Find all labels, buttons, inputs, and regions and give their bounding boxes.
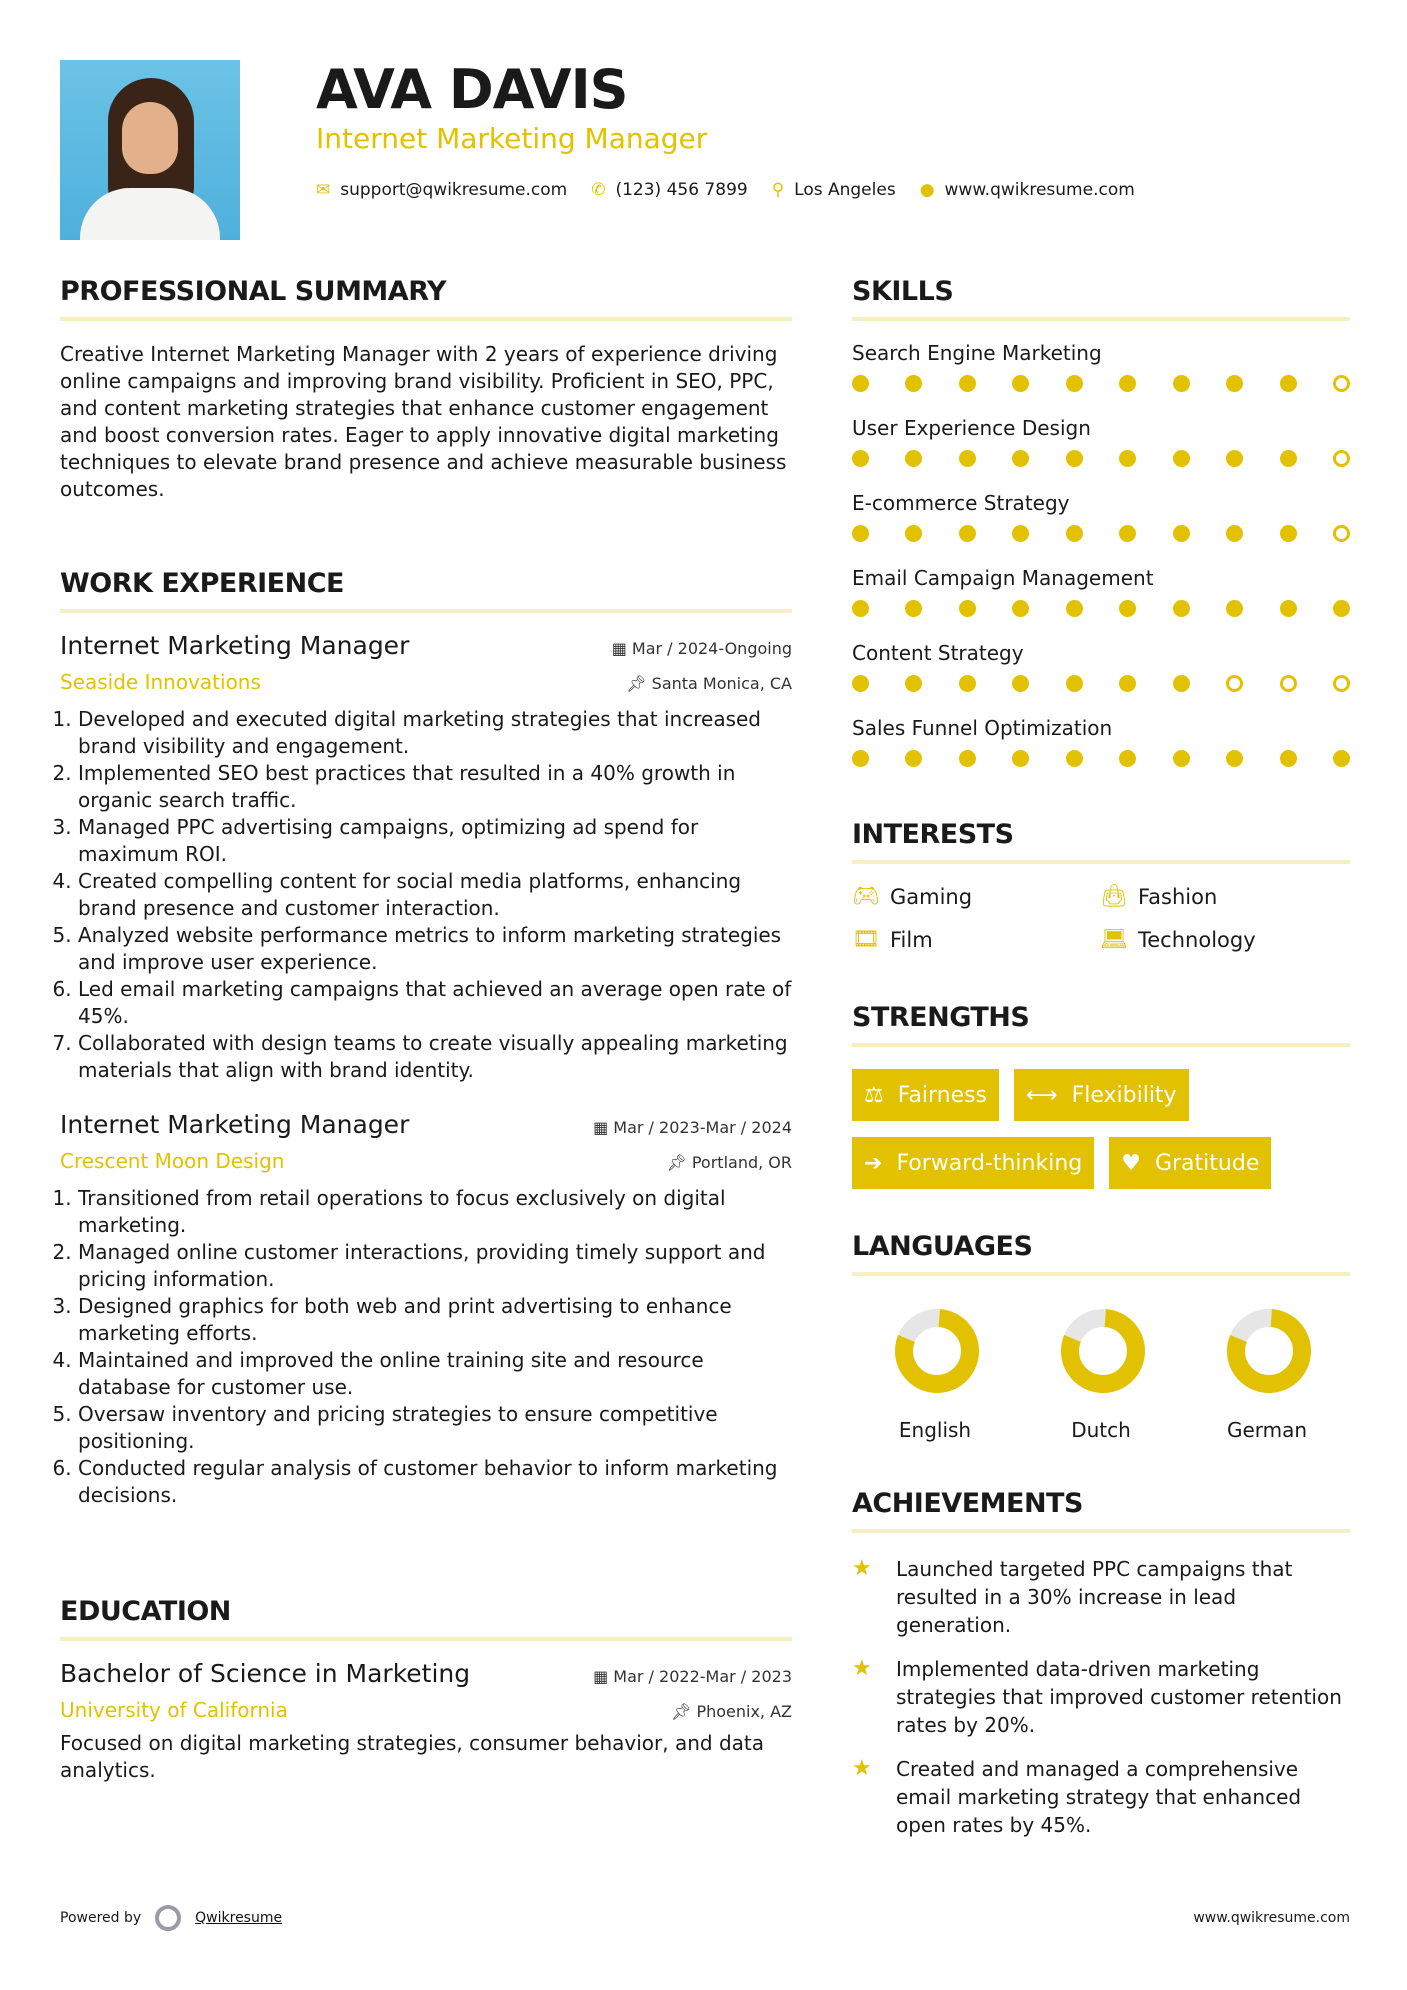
laptop-icon: 💻︎ xyxy=(1100,927,1128,952)
rating-dot-filled xyxy=(959,375,976,392)
list-item: 2. Managed online customer interactions, providing timely support and pricing information. xyxy=(78,1239,792,1293)
rating-dot-filled xyxy=(1280,375,1297,392)
rating-dot-filled xyxy=(1173,600,1190,617)
rating-dot-filled xyxy=(1226,750,1243,767)
achievements-section xyxy=(852,1488,1350,1855)
website[interactable]: www.qwikresume.com xyxy=(944,180,1135,200)
company-row xyxy=(60,1149,792,1173)
rating-dot-filled xyxy=(1280,450,1297,467)
rating-dot-filled xyxy=(1226,600,1243,617)
degree: Bachelor of Science in Marketing xyxy=(60,1659,471,1688)
rating-dot-filled xyxy=(1226,525,1243,542)
phone: (123) 456 7899 xyxy=(615,180,748,200)
language-item xyxy=(1184,1306,1350,1442)
rating-dot-filled xyxy=(1012,750,1029,767)
qwikresume-logo-icon xyxy=(155,1905,181,1931)
summary-text: Creative Internet Marketing Manager with 2 years of experience driving online campaigns and improving brand visibility. Proficient in SEO, PPC, and content marketing strategies that enhance customer engagement and boost conversion rates. Eager to apply innovative digital marketing techniques to elevate brand presence and achieve measurable business outcomes. xyxy=(60,342,787,501)
rating-dot-filled xyxy=(1066,525,1083,542)
brand-link[interactable]: Qwikresume xyxy=(195,1910,283,1926)
skill-name: E-commerce Strategy xyxy=(852,491,1070,515)
skill-name: Search Engine Marketing xyxy=(852,341,1102,365)
candidate-name: AVA DAVIS xyxy=(316,58,628,121)
achievement-item xyxy=(852,1655,1350,1739)
list-item: 2. Implemented SEO best practices that resulted in a 40% growth in organic search traffic. xyxy=(78,760,792,814)
rating-dot-filled xyxy=(1333,600,1350,617)
list-item: 5. Oversaw inventory and pricing strategies to ensure competitive positioning. xyxy=(78,1401,792,1455)
job-entry xyxy=(60,1110,792,1509)
responsibility-list xyxy=(60,1185,792,1509)
star-icon: ★ xyxy=(852,1756,872,1781)
calendar-icon: ▦ xyxy=(611,639,632,658)
language-item xyxy=(852,1306,1018,1442)
list-item: 4. Created compelling content for social media platforms, enhancing brand presence and customer interaction. xyxy=(78,868,792,922)
envelope-icon: ✉ xyxy=(316,180,331,200)
pin-icon: 📌︎ xyxy=(666,1153,692,1172)
rating-dot-filled xyxy=(905,450,922,467)
company-name: Seaside Innovations xyxy=(60,670,261,694)
strength-label: Flexibility xyxy=(1071,1082,1177,1108)
interest-label: Film xyxy=(890,927,933,952)
skill-item xyxy=(852,716,1350,791)
rating-dot-empty xyxy=(1280,675,1297,692)
rating-dot-filled xyxy=(1012,675,1029,692)
job-header xyxy=(60,1110,792,1139)
skill-name: Sales Funnel Optimization xyxy=(852,716,1113,740)
rating-dot-filled xyxy=(852,675,869,692)
achievement-text: Created and managed a comprehensive email marketing strategy that enhanced open rates by 45%. xyxy=(896,1757,1302,1837)
rating-dot-filled xyxy=(1173,450,1190,467)
rating-dot-filled xyxy=(959,600,976,617)
calendar-icon: ▦ xyxy=(593,1118,614,1137)
gamepad-icon: 🎮︎ xyxy=(852,884,880,909)
skill-rating xyxy=(852,675,1350,692)
candidate-title: Internet Marketing Manager xyxy=(316,122,708,155)
calendar-icon: ▦ xyxy=(593,1667,614,1686)
rating-dot-filled xyxy=(1012,450,1029,467)
skill-rating xyxy=(852,750,1350,767)
map-pin-icon: ⚲ xyxy=(771,180,785,200)
location: Los Angeles xyxy=(794,180,896,200)
job-title-text: Internet Marketing Manager xyxy=(60,1110,410,1139)
email[interactable]: support@qwikresume.com xyxy=(340,180,568,200)
section-heading: SKILLS xyxy=(852,276,1350,321)
rating-dot-filled xyxy=(1119,375,1136,392)
job-date: Mar / 2023-Mar / 2024 xyxy=(613,1118,792,1137)
rating-dot-filled xyxy=(1280,600,1297,617)
language-donut xyxy=(1058,1306,1148,1396)
rating-dot-filled xyxy=(1119,675,1136,692)
rating-dot-empty xyxy=(1333,675,1350,692)
phone-icon: ✆ xyxy=(591,180,606,200)
globe-icon: ● xyxy=(919,180,935,200)
rating-dot-filled xyxy=(1173,525,1190,542)
achievement-text: Implemented data-driven marketing strategies that improved customer retention rates by 20%. xyxy=(896,1657,1342,1737)
list-item: 7. Collaborated with design teams to create visually appealing marketing materials that align with brand identity. xyxy=(78,1030,792,1084)
interest-label: Gaming xyxy=(890,884,973,909)
rating-dot-filled xyxy=(1012,525,1029,542)
arrow-right-icon: ➔ xyxy=(864,1150,883,1176)
rating-dot-filled xyxy=(1066,450,1083,467)
rating-dot-empty xyxy=(1333,525,1350,542)
section-heading: STRENGTHS xyxy=(852,1002,1350,1047)
list-item: 5. Analyzed website performance metrics to inform marketing strategies and improve user experience. xyxy=(78,922,792,976)
rating-dot-filled xyxy=(852,375,869,392)
job-location: Portland, OR xyxy=(691,1153,792,1172)
strengths-section xyxy=(852,1002,1350,1189)
film-icon: 🎞︎ xyxy=(852,927,880,952)
strength-badge xyxy=(852,1137,1094,1189)
rating-dot-filled xyxy=(1280,525,1297,542)
list-item: 3. Designed graphics for both web and print advertising to enhance marketing efforts. xyxy=(78,1293,792,1347)
rating-dot-filled xyxy=(1173,750,1190,767)
skill-name: Content Strategy xyxy=(852,641,1024,665)
rating-dot-filled xyxy=(1119,450,1136,467)
list-item: 3. Managed PPC advertising campaigns, optimizing ad spend for maximum ROI. xyxy=(78,814,792,868)
pin-icon: 📌︎ xyxy=(671,1702,697,1721)
interest-label: Fashion xyxy=(1138,884,1218,909)
powered-by: Powered by xyxy=(60,1910,142,1926)
job-date: Mar / 2024-Ongoing xyxy=(631,639,792,658)
rating-dot-filled xyxy=(852,525,869,542)
rating-dot-filled xyxy=(1119,600,1136,617)
rating-dot-filled xyxy=(1173,375,1190,392)
rating-dot-filled xyxy=(1066,750,1083,767)
language-donut xyxy=(1224,1306,1314,1396)
rating-dot-empty xyxy=(1333,375,1350,392)
list-item: 4. Maintained and improved the online training site and resource database for customer use. xyxy=(78,1347,792,1401)
rating-dot-filled xyxy=(959,750,976,767)
school: University of California xyxy=(60,1698,288,1722)
job-date-wrap xyxy=(593,1118,792,1137)
section-heading: PROFESSIONAL SUMMARY xyxy=(60,276,792,321)
interest-label: Technology xyxy=(1138,927,1256,952)
list-item: 1. Developed and executed digital marketing strategies that increased brand visibility and engagement. xyxy=(78,706,792,760)
job-location-wrap xyxy=(626,674,792,693)
skill-rating xyxy=(852,600,1350,617)
star-icon: ★ xyxy=(852,1556,872,1581)
company-row xyxy=(60,670,792,694)
section-heading: LANGUAGES xyxy=(852,1231,1350,1276)
skill-name: User Experience Design xyxy=(852,416,1091,440)
rating-dot-filled xyxy=(905,750,922,767)
rating-dot-filled xyxy=(1066,375,1083,392)
achievement-text: Launched targeted PPC campaigns that resulted in a 30% increase in lead generation. xyxy=(896,1557,1293,1637)
rating-dot-filled xyxy=(959,450,976,467)
language-item xyxy=(1018,1306,1184,1442)
skill-item xyxy=(852,416,1350,491)
rating-dot-filled xyxy=(852,600,869,617)
rating-dot-filled xyxy=(905,525,922,542)
interest-item xyxy=(1100,884,1350,909)
education-text: Focused on digital marketing strategies, consumer behavior, and data analytics. xyxy=(60,1731,765,1782)
achievement-item xyxy=(852,1755,1350,1839)
education-date: Mar / 2022-Mar / 2023 xyxy=(613,1667,792,1686)
section-heading: ACHIEVEMENTS xyxy=(852,1488,1350,1533)
list-item: 6. Led email marketing campaigns that achieved an average open rate of 45%. xyxy=(78,976,792,1030)
interest-item xyxy=(852,927,1100,952)
strength-badge xyxy=(1014,1069,1189,1121)
skill-rating xyxy=(852,450,1350,467)
shopping-bag-icon: 👜︎ xyxy=(1100,884,1128,909)
language-name: English xyxy=(898,1418,972,1442)
rating-dot-filled xyxy=(959,525,976,542)
pin-icon: 📌︎ xyxy=(626,674,652,693)
interests-section xyxy=(852,819,1350,952)
contact-row xyxy=(316,180,1135,200)
skill-item xyxy=(852,341,1350,416)
heart-icon: ♥ xyxy=(1121,1150,1141,1176)
job-location-wrap xyxy=(666,1153,792,1172)
skill-rating xyxy=(852,525,1350,542)
interest-item xyxy=(1100,927,1350,952)
rating-dot-filled xyxy=(905,375,922,392)
education-section xyxy=(60,1596,792,1784)
rating-dot-filled xyxy=(1280,750,1297,767)
education-location: Phoenix, AZ xyxy=(696,1702,792,1721)
rating-dot-filled xyxy=(1012,375,1029,392)
rating-dot-filled xyxy=(1226,450,1243,467)
rating-dot-filled xyxy=(852,750,869,767)
rating-dot-filled xyxy=(1119,525,1136,542)
rating-dot-filled xyxy=(1226,375,1243,392)
balance-scale-icon: ⚖ xyxy=(864,1082,884,1108)
rating-dot-filled xyxy=(1066,600,1083,617)
footer xyxy=(60,1905,1350,1931)
rating-dot-filled xyxy=(1173,675,1190,692)
language-name: German xyxy=(1226,1418,1308,1442)
rating-dot-filled xyxy=(1333,750,1350,767)
section-heading: WORK EXPERIENCE xyxy=(60,568,792,613)
job-header xyxy=(60,631,792,660)
skill-rating xyxy=(852,375,1350,392)
arrows-horizontal-icon: ⟷ xyxy=(1026,1082,1058,1108)
rating-dot-empty xyxy=(1333,450,1350,467)
section-heading: EDUCATION xyxy=(60,1596,792,1641)
responsibility-list xyxy=(60,706,792,1084)
rating-dot-filled xyxy=(905,675,922,692)
achievement-item xyxy=(852,1555,1350,1639)
job-entry xyxy=(60,631,792,1084)
star-icon: ★ xyxy=(852,1656,872,1681)
rating-dot-filled xyxy=(1066,675,1083,692)
job-location: Santa Monica, CA xyxy=(651,674,792,693)
company-name: Crescent Moon Design xyxy=(60,1149,285,1173)
profile-photo xyxy=(60,60,240,240)
strength-label: Forward-thinking xyxy=(896,1150,1083,1176)
strength-label: Fairness xyxy=(897,1082,988,1108)
summary-section xyxy=(60,276,792,503)
strength-label: Gratitude xyxy=(1154,1150,1260,1176)
skill-item xyxy=(852,641,1350,716)
section-heading: INTERESTS xyxy=(852,819,1350,864)
language-name: Dutch xyxy=(1071,1418,1131,1442)
list-item: 1. Transitioned from retail operations to focus exclusively on digital marketing. xyxy=(78,1185,792,1239)
rating-dot-filled xyxy=(1012,600,1029,617)
rating-dot-filled xyxy=(1119,750,1136,767)
languages-section xyxy=(852,1231,1350,1442)
skill-name: Email Campaign Management xyxy=(852,566,1154,590)
rating-dot-filled xyxy=(959,675,976,692)
skills-section xyxy=(852,276,1350,791)
rating-dot-filled xyxy=(852,450,869,467)
skill-item xyxy=(852,566,1350,641)
work-section xyxy=(60,568,792,1509)
skill-item xyxy=(852,491,1350,566)
list-item: 6. Conducted regular analysis of customer behavior to inform marketing decisions. xyxy=(78,1455,792,1509)
strength-badge xyxy=(1109,1137,1271,1189)
rating-dot-empty xyxy=(1226,675,1243,692)
job-title-text: Internet Marketing Manager xyxy=(60,631,410,660)
rating-dot-filled xyxy=(905,600,922,617)
job-date-wrap xyxy=(612,639,792,658)
language-donut xyxy=(892,1306,982,1396)
strength-badge xyxy=(852,1069,999,1121)
footer-website[interactable]: www.qwikresume.com xyxy=(1193,1910,1350,1926)
interest-item xyxy=(852,884,1100,909)
